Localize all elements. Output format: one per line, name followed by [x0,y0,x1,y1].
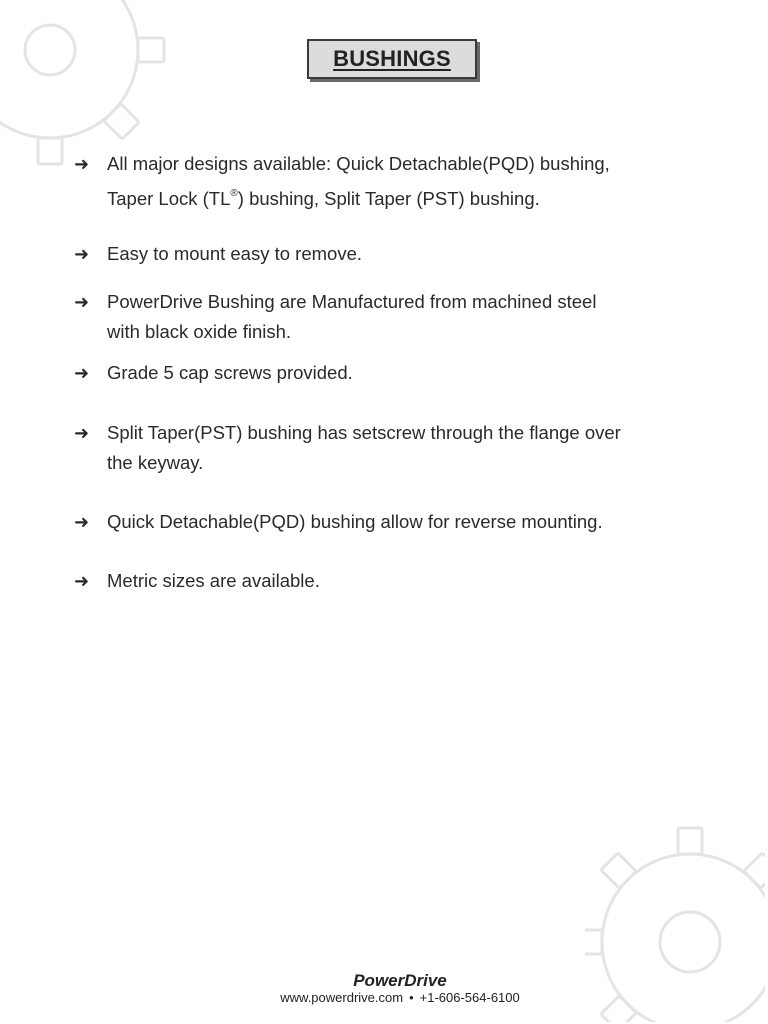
title-box [307,39,477,79]
bullet-text: Grade 5 cap screws provided. [107,362,353,383]
bullet-text: Metric sizes are available. [107,570,320,591]
bullet-text: PowerDrive Bushing are Manufactured from machined steel with black oxide finish. [107,291,597,342]
arrow-right-icon: ➜ [74,571,90,591]
arrow-right-icon: ➜ [74,363,90,383]
gear-watermark-top-left-icon [0,0,170,170]
bullet-text: All major designs available: Quick Detachable(PQD) bushing, Taper Lock (TL®) bushing, Split Taper (PST) bushing. [107,153,610,209]
bullet-text: Quick Detachable(PQD) bushing allow for reverse mounting. [107,511,603,532]
footer-separator: • [409,990,414,1005]
list-item [74,287,667,347]
list-item [74,566,667,596]
list-item [74,358,667,388]
arrow-right-icon: ➜ [74,512,90,532]
arrow-right-icon: ➜ [74,154,90,174]
footer-website-link[interactable]: www.powerdrive.com [280,990,404,1005]
list-item [74,507,667,537]
page-title: BUSHINGS [333,46,451,71]
list-item [74,149,667,214]
list-item [74,239,667,269]
bullet-text: Easy to mount easy to remove. [107,243,363,264]
footer-phone: +1-606-564-6100 [419,990,520,1005]
arrow-right-icon: ➜ [74,423,90,443]
footer-contact [16,990,768,1005]
arrow-right-icon: ➜ [74,244,90,264]
bullet-text: Split Taper(PST) bushing has setscrew through the flange over the keyway. [107,422,621,473]
footer-brand-logo: PowerDrive [353,971,447,990]
arrow-right-icon: ➜ [74,292,90,312]
list-item [74,418,667,478]
